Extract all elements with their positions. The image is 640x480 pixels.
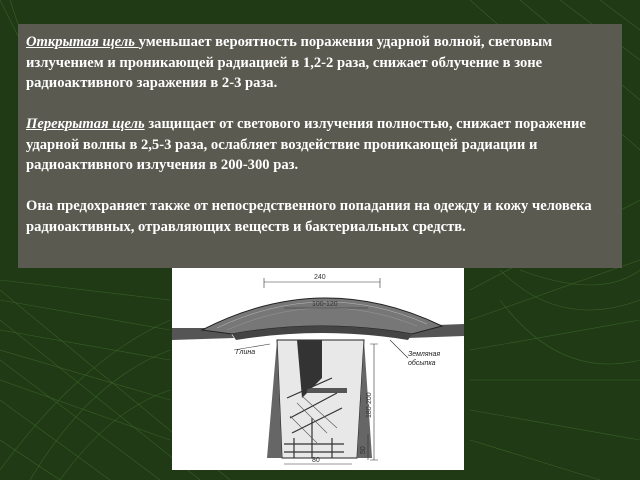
- paragraph-protection: Она предохраняет также от непосредственного попадания на одежду и кожу человека радиоактивных, отравляющих веществ и бактериальных средств.: [26, 198, 592, 235]
- trench-cross-section-drawing: [172, 268, 464, 470]
- label-soil-line2: обсыпка: [408, 360, 436, 367]
- dimension-base: 50: [360, 446, 367, 454]
- dimension-width-inner: 100-120: [312, 301, 338, 308]
- paragraph-covered-trench-text: защищает от светового излучения полностью, снижает поражение ударной волны в 2,5-3 раза, ослабляет воздействие проникающей радиации и радиоактивного излучения в 200-300 раз.: [26, 116, 586, 173]
- trench-diagram: [172, 268, 464, 470]
- paragraph-open-trench: [26, 32, 614, 94]
- text-panel: [18, 24, 622, 268]
- paragraph-open-trench-text: уменьшает вероятность поражения ударной волной, световым излучением и проникающей радиацией в 1,2-2 раза, снижает облучение в зоне радиоактивного заражения в 2-3 раза.: [26, 34, 553, 91]
- dimension-bottom-width: 80: [312, 457, 320, 464]
- dimension-width-top: 240: [314, 274, 326, 281]
- term-open-trench: Открытая щель: [26, 34, 139, 50]
- label-clay: Глина: [236, 349, 256, 356]
- dimension-depth: 180-200: [366, 392, 373, 418]
- label-soil-line1: Земляная: [408, 351, 441, 358]
- term-covered-trench: Перекрытая щель: [26, 116, 145, 132]
- paragraph-covered-trench: [26, 114, 614, 176]
